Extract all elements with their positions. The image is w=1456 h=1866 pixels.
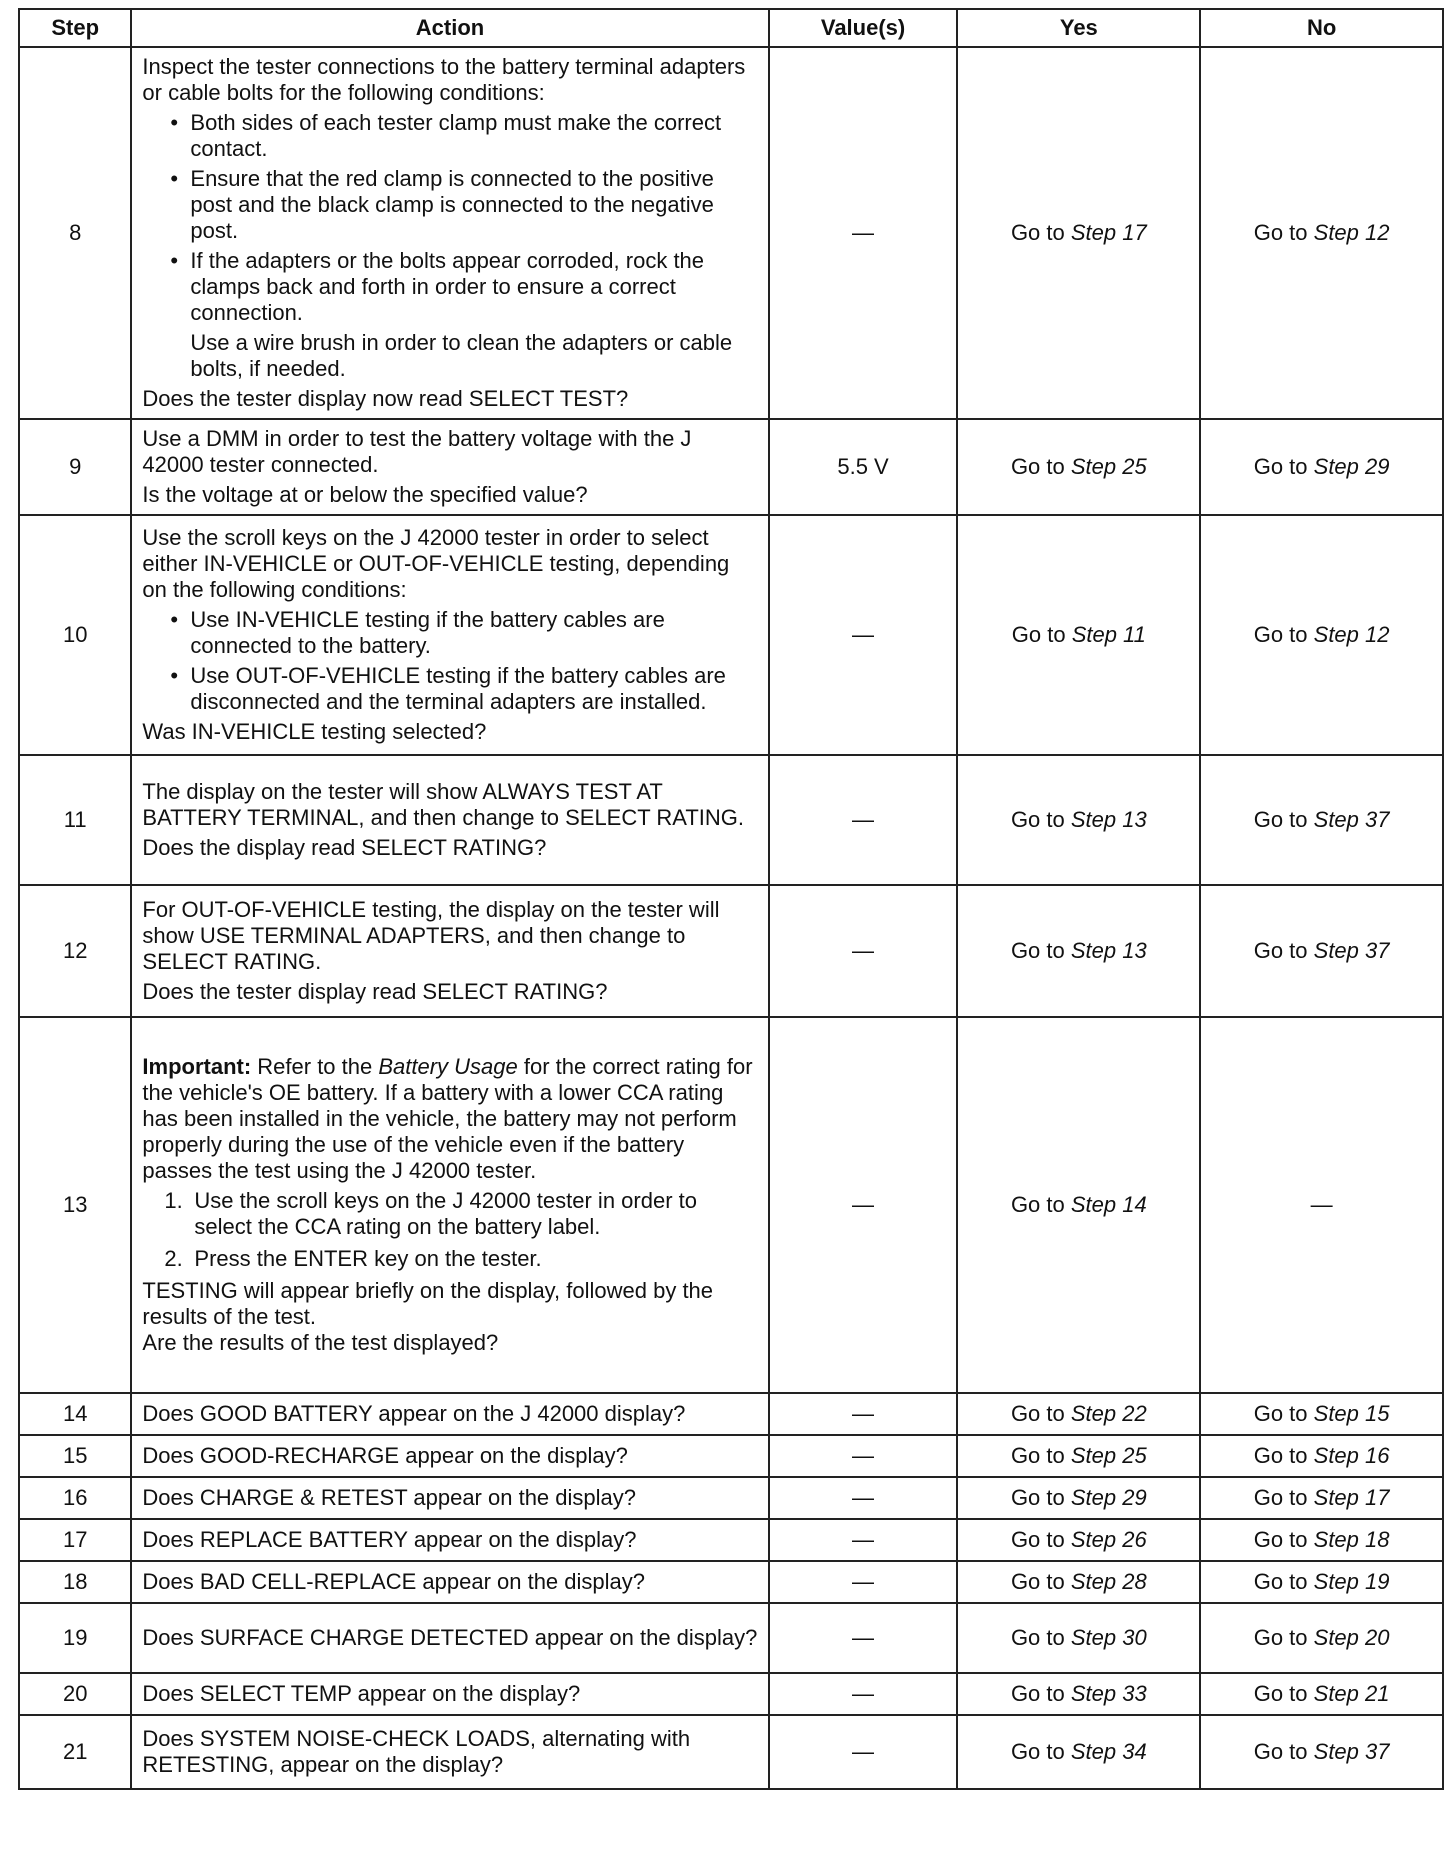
action-intro: Use a DMM in order to test the battery voltage with the J 42000 tester connected. — [142, 426, 692, 477]
goto-step-link[interactable]: Step 26 — [1070, 1527, 1147, 1552]
action-question: Does BAD CELL-REPLACE appear on the display? — [142, 1569, 645, 1594]
action-question: Is the voltage at or below the specified value? — [142, 482, 588, 507]
action-question: Does the tester display read SELECT RATING? — [142, 979, 608, 1004]
goto-step-link[interactable]: Step 16 — [1313, 1443, 1390, 1468]
no-cell — [1200, 47, 1443, 419]
goto-step-link[interactable]: Step 29 — [1313, 454, 1390, 479]
no-cell — [1200, 1603, 1443, 1673]
no-cell — [1200, 1477, 1443, 1519]
important-pre: Refer to the — [257, 1054, 373, 1079]
yes-cell — [957, 1017, 1200, 1393]
yes-cell — [957, 1519, 1200, 1561]
yes-cell — [957, 419, 1200, 515]
condition-list — [142, 110, 757, 382]
goto-prefix: Go to — [1253, 1485, 1308, 1510]
table-row — [19, 1715, 1443, 1789]
goto-prefix: Go to — [1253, 807, 1308, 832]
list-item-text: Use the scroll keys on the J 42000 tester in order to select the CCA rating on the battery label. — [194, 1188, 697, 1239]
goto-prefix: Go to — [1010, 1739, 1065, 1764]
value-cell: — — [769, 1477, 958, 1519]
goto-prefix: Go to — [1010, 220, 1065, 245]
no-cell: — — [1200, 1017, 1443, 1393]
yes-cell — [957, 1393, 1200, 1435]
important-note — [142, 1054, 757, 1184]
goto-step-link[interactable]: Step 29 — [1070, 1485, 1147, 1510]
action-cell — [131, 1603, 768, 1673]
yes-cell — [957, 1561, 1200, 1603]
value-cell: — — [769, 885, 958, 1017]
step-number: 17 — [19, 1519, 131, 1561]
yes-cell — [957, 885, 1200, 1017]
list-item-number: 2. — [164, 1246, 183, 1271]
yes-cell — [957, 1603, 1200, 1673]
no-cell — [1200, 515, 1443, 755]
yes-cell — [957, 1435, 1200, 1477]
action-cell — [131, 1393, 768, 1435]
action-cell — [131, 1561, 768, 1603]
list-subnote: Use a wire brush in order to clean the adapters or cable bolts, if needed. — [190, 330, 733, 381]
list-item: • Ensure that the red clamp is connected to the positive post and the black clamp is connected to the negative post. — [170, 166, 714, 243]
action-cell — [131, 47, 768, 419]
value-cell: — — [769, 515, 958, 755]
action-intro: The display on the tester will show ALWAYS TEST AT BATTERY TERMINAL, and then change to SELECT RATING. — [142, 779, 744, 830]
list-item — [164, 1246, 757, 1272]
list-item-number: 1. — [164, 1188, 183, 1213]
important-post: for the correct rating for the vehicle's OE battery. If a battery with a lower CCA rating has been installed in the vehicle, the battery may not perform properly during the use of the vehicle even if the battery passes the test using the J 42000 tester. — [142, 1054, 753, 1183]
action-question: Does SURFACE CHARGE DETECTED appear on the display? — [142, 1625, 758, 1650]
no-cell — [1200, 885, 1443, 1017]
goto-step-link[interactable]: Step 15 — [1313, 1401, 1390, 1426]
action-intro: Inspect the tester connections to the battery terminal adapters or cable bolts for the following conditions: — [142, 54, 746, 105]
yes-cell — [957, 515, 1200, 755]
action-cell — [131, 419, 768, 515]
step-number: 20 — [19, 1673, 131, 1715]
step-number: 14 — [19, 1393, 131, 1435]
value-cell: — — [769, 1519, 958, 1561]
step-number: 12 — [19, 885, 131, 1017]
value-cell: — — [769, 47, 958, 419]
goto-step-link[interactable]: Step 18 — [1313, 1527, 1390, 1552]
list-item-text: Both sides of each tester clamp must make the correct contact. — [190, 110, 722, 161]
goto-prefix: Go to — [1010, 1569, 1065, 1594]
action-intro: For OUT-OF-VEHICLE testing, the display on the tester will show USE TERMINAL ADAPTERS, and then change to SELECT RATING. — [142, 897, 720, 974]
value-cell: — — [769, 1673, 958, 1715]
yes-cell — [957, 1477, 1200, 1519]
goto-step-link[interactable]: Step 19 — [1313, 1569, 1390, 1594]
action-question: Does CHARGE & RETEST appear on the display? — [142, 1485, 636, 1510]
action-question: Was IN-VEHICLE testing selected? — [142, 719, 487, 744]
action-cell — [131, 515, 768, 755]
goto-step-link[interactable]: Step 25 — [1070, 1443, 1147, 1468]
goto-prefix: Go to — [1010, 1192, 1065, 1217]
goto-prefix: Go to — [1253, 1625, 1308, 1650]
goto-step-link[interactable]: Step 37 — [1313, 938, 1390, 963]
goto-step-link[interactable]: Step 30 — [1070, 1625, 1147, 1650]
yes-cell — [957, 1673, 1200, 1715]
list-item-text: Press the ENTER key on the tester. — [194, 1246, 542, 1271]
value-cell: — — [769, 1561, 958, 1603]
table-row — [19, 1477, 1443, 1519]
step-number: 21 — [19, 1715, 131, 1789]
step-number: 9 — [19, 419, 131, 515]
value-cell: — — [769, 755, 958, 885]
value-cell: — — [769, 1603, 958, 1673]
step-number: 13 — [19, 1017, 131, 1393]
list-item: • Both sides of each tester clamp must make the correct contact. — [170, 110, 722, 161]
goto-step-link[interactable]: Step 13 — [1070, 807, 1147, 832]
list-item-text: If the adapters or the bolts appear corroded, rock the clamps back and forth in order to ensure a correct connection. — [190, 248, 705, 325]
action-question: Does SELECT TEMP appear on the display? — [142, 1681, 581, 1706]
condition-list — [142, 607, 757, 715]
table-row — [19, 1519, 1443, 1561]
goto-prefix: Go to — [1253, 220, 1308, 245]
step-number: 15 — [19, 1435, 131, 1477]
goto-prefix: Go to — [1253, 454, 1308, 479]
goto-prefix: Go to — [1253, 1527, 1308, 1552]
goto-prefix: Go to — [1010, 1485, 1065, 1510]
goto-step-link[interactable]: Step 14 — [1070, 1192, 1147, 1217]
no-cell — [1200, 1561, 1443, 1603]
table-row — [19, 755, 1443, 885]
goto-prefix: Go to — [1010, 938, 1065, 963]
action-cell — [131, 1519, 768, 1561]
action-question: Does the display read SELECT RATING? — [142, 835, 547, 860]
header-row — [19, 9, 1443, 47]
action-cell — [131, 1673, 768, 1715]
list-item: • If the adapters or the bolts appear corroded, rock the clamps back and forth in order to ensure a correct connection. — [170, 248, 705, 325]
procedure-list — [142, 1188, 757, 1272]
table-row — [19, 1017, 1443, 1393]
goto-step-link[interactable]: Step 17 — [1313, 1485, 1390, 1510]
table-row — [19, 47, 1443, 419]
value-cell: — — [769, 1715, 958, 1789]
table-row — [19, 1393, 1443, 1435]
goto-step-link[interactable]: Step 12 — [1313, 220, 1390, 245]
action-question: Does GOOD BATTERY appear on the J 42000 display? — [142, 1401, 686, 1426]
action-question: Are the results of the test displayed? — [142, 1330, 499, 1355]
no-cell — [1200, 1673, 1443, 1715]
goto-prefix: Go to — [1253, 1401, 1308, 1426]
yes-cell — [957, 755, 1200, 885]
no-cell — [1200, 1393, 1443, 1435]
table-row — [19, 515, 1443, 755]
action-question: Does SYSTEM NOISE-CHECK LOADS, alternating with RETESTING, appear on the display? — [142, 1726, 691, 1777]
no-cell — [1200, 755, 1443, 885]
goto-step-link[interactable]: Step 37 — [1313, 1739, 1390, 1764]
action-cell — [131, 1435, 768, 1477]
step-number: 16 — [19, 1477, 131, 1519]
value-cell: 5.5 V — [769, 419, 958, 515]
goto-step-link[interactable]: Step 11 — [1071, 622, 1146, 647]
action-after-text: TESTING will appear briefly on the display, followed by the results of the test. — [142, 1278, 714, 1329]
no-cell — [1200, 419, 1443, 515]
yes-cell — [957, 1715, 1200, 1789]
action-cell — [131, 885, 768, 1017]
list-item-text: Ensure that the red clamp is connected to the positive post and the black clamp is connected to the negative post. — [190, 166, 714, 243]
action-cell — [131, 1715, 768, 1789]
list-item-text: Use OUT-OF-VEHICLE testing if the battery cables are disconnected and the terminal adapters are installed. — [190, 663, 726, 714]
goto-prefix: Go to — [1253, 1739, 1308, 1764]
table-row — [19, 1603, 1443, 1673]
table-row — [19, 419, 1443, 515]
header-no: No — [1200, 9, 1443, 47]
no-cell — [1200, 1519, 1443, 1561]
goto-prefix: Go to — [1010, 1681, 1065, 1706]
goto-step-link[interactable]: Step 12 — [1313, 622, 1390, 647]
table-row — [19, 1435, 1443, 1477]
step-number: 18 — [19, 1561, 131, 1603]
header-yes: Yes — [957, 9, 1200, 47]
action-cell — [131, 755, 768, 885]
goto-prefix: Go to — [1010, 1401, 1065, 1426]
goto-step-link[interactable]: Step 37 — [1313, 807, 1390, 832]
important-label: Important: — [142, 1054, 252, 1079]
action-question: Does the tester display now read SELECT TEST? — [142, 386, 629, 411]
table-row — [19, 1561, 1443, 1603]
battery-usage-reference[interactable]: Battery Usage — [378, 1054, 518, 1079]
action-cell — [131, 1477, 768, 1519]
header-values: Value(s) — [769, 9, 958, 47]
step-number: 19 — [19, 1603, 131, 1673]
table-row — [19, 885, 1443, 1017]
goto-prefix: Go to — [1010, 1443, 1065, 1468]
action-question: Does REPLACE BATTERY appear on the display? — [142, 1527, 637, 1552]
goto-prefix: Go to — [1010, 807, 1065, 832]
goto-step-link[interactable]: Step 33 — [1070, 1681, 1147, 1706]
step-number: 10 — [19, 515, 131, 755]
goto-prefix: Go to — [1253, 622, 1308, 647]
diagnostic-table — [18, 8, 1444, 1790]
goto-prefix: Go to — [1010, 454, 1065, 479]
goto-prefix: Go to — [1253, 938, 1308, 963]
value-cell: — — [769, 1435, 958, 1477]
header-step: Step — [19, 9, 131, 47]
action-intro: Use the scroll keys on the J 42000 tester in order to select either IN-VEHICLE or OUT-OF-VEHICLE testing, depending on the following conditions: — [142, 525, 730, 602]
goto-prefix: Go to — [1253, 1569, 1308, 1594]
goto-step-link[interactable]: Step 22 — [1070, 1401, 1147, 1426]
step-number: 11 — [19, 755, 131, 885]
table-row — [19, 1673, 1443, 1715]
list-item — [164, 1188, 757, 1240]
goto-step-link[interactable]: Step 20 — [1313, 1625, 1390, 1650]
no-cell — [1200, 1435, 1443, 1477]
goto-step-link[interactable]: Step 21 — [1313, 1681, 1390, 1706]
list-item: • Use OUT-OF-VEHICLE testing if the battery cables are disconnected and the terminal adapters are installed. — [170, 663, 726, 714]
goto-prefix: Go to — [1011, 622, 1066, 647]
step-number: 8 — [19, 47, 131, 419]
value-cell: — — [769, 1017, 958, 1393]
list-item: • Use IN-VEHICLE testing if the battery cables are connected to the battery. — [170, 607, 665, 658]
goto-prefix: Go to — [1010, 1527, 1065, 1552]
value-cell: — — [769, 1393, 958, 1435]
action-question: Does GOOD-RECHARGE appear on the display? — [142, 1443, 628, 1468]
goto-prefix: Go to — [1010, 1625, 1065, 1650]
action-cell — [131, 1017, 768, 1393]
goto-step-link[interactable]: Step 17 — [1070, 220, 1147, 245]
list-item-text: Use IN-VEHICLE testing if the battery cables are connected to the battery. — [190, 607, 665, 658]
header-action: Action — [131, 9, 768, 47]
no-cell — [1200, 1715, 1443, 1789]
yes-cell — [957, 47, 1200, 419]
goto-step-link[interactable]: Step 13 — [1070, 938, 1147, 963]
goto-prefix: Go to — [1253, 1443, 1308, 1468]
goto-prefix: Go to — [1253, 1681, 1308, 1706]
goto-step-link[interactable]: Step 25 — [1070, 454, 1147, 479]
goto-step-link[interactable]: Step 28 — [1070, 1569, 1147, 1594]
goto-step-link[interactable]: Step 34 — [1070, 1739, 1147, 1764]
